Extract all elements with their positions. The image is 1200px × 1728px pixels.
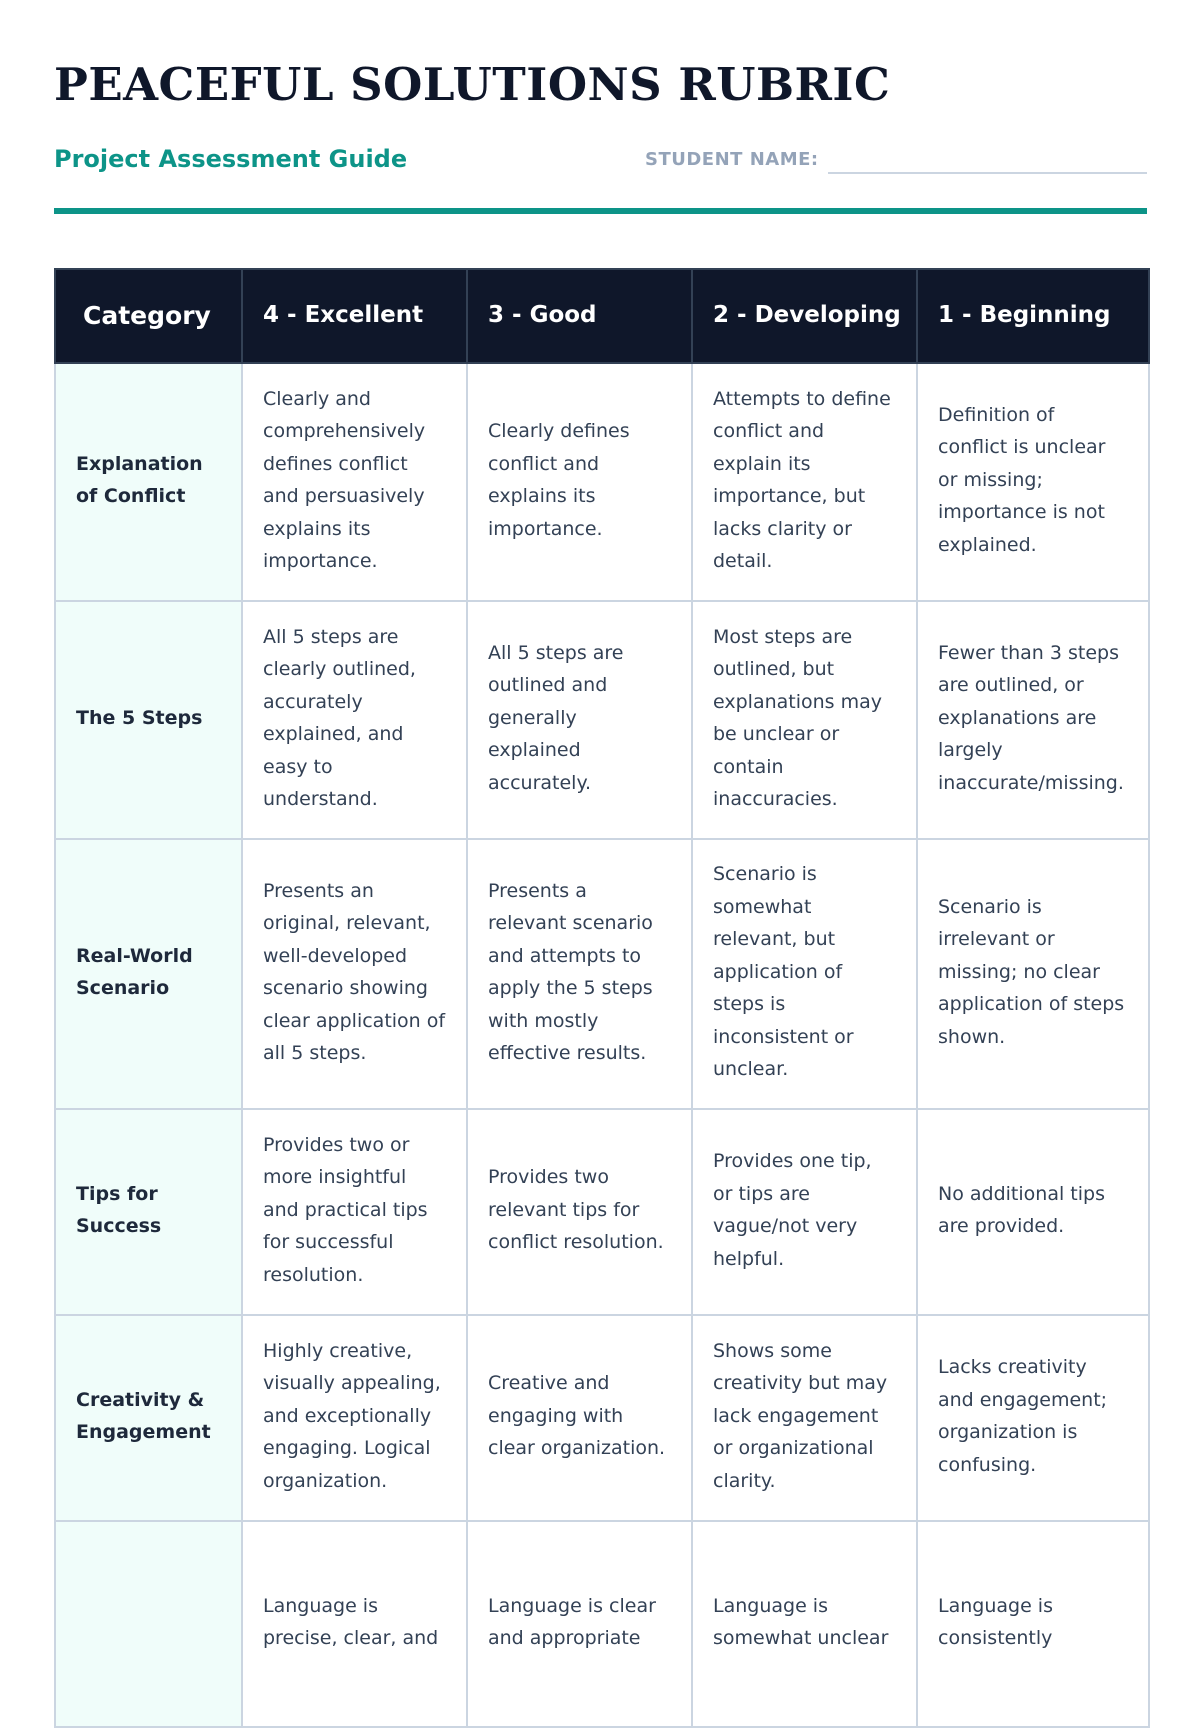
table-row xyxy=(55,601,1149,839)
column-header-beginning: 1 - Beginning xyxy=(917,269,1149,363)
category-cell: Creativity & Engagement xyxy=(55,1315,242,1521)
excellent-cell: All 5 steps are clearly outlined, accurately explained, and easy to understand. xyxy=(242,601,467,839)
column-header-developing: 2 - Developing xyxy=(692,269,917,363)
category-cell xyxy=(55,1521,242,1727)
table-row xyxy=(55,1315,1149,1521)
category-cell: Explanation of Conflict xyxy=(55,363,242,601)
beginning-cell: Lacks creativity and engagement; organization is confusing. xyxy=(917,1315,1149,1521)
developing-cell: Shows some creativity but may lack engagement or organizational clarity. xyxy=(692,1315,917,1521)
table-row xyxy=(55,363,1149,601)
student-name-field[interactable] xyxy=(828,172,1147,174)
category-cell: Tips for Success xyxy=(55,1109,242,1315)
column-header-category: Category xyxy=(55,269,242,363)
column-header-excellent: 4 - Excellent xyxy=(242,269,467,363)
good-cell: Creative and engaging with clear organization. xyxy=(467,1315,692,1521)
good-cell: All 5 steps are outlined and generally explained accurately. xyxy=(467,601,692,839)
category-cell: The 5 Steps xyxy=(55,601,242,839)
beginning-cell: No additional tips are provided. xyxy=(917,1109,1149,1315)
student-name-label: STUDENT NAME: xyxy=(645,149,819,170)
beginning-cell: Definition of conflict is unclear or missing; importance is not explained. xyxy=(917,363,1149,601)
developing-cell: Provides one tip, or tips are vague/not very helpful. xyxy=(692,1109,917,1315)
good-cell: Language is clear and appropriate xyxy=(467,1521,692,1727)
developing-cell: Most steps are outlined, but explanations may be unclear or contain inaccuracies. xyxy=(692,601,917,839)
beginning-cell: Language is consistently xyxy=(917,1521,1149,1727)
page-title: PEACEFUL SOLUTIONS RUBRIC xyxy=(54,58,891,111)
good-cell: Provides two relevant tips for conflict resolution. xyxy=(467,1109,692,1315)
table-row xyxy=(55,1521,1149,1727)
beginning-cell: Fewer than 3 steps are outlined, or explanations are largely inaccurate/missing. xyxy=(917,601,1149,839)
rubric-table xyxy=(54,268,1150,1728)
excellent-cell: Highly creative, visually appealing, and exceptionally engaging. Logical organization. xyxy=(242,1315,467,1521)
column-header-good: 3 - Good xyxy=(467,269,692,363)
developing-cell: Attempts to define conflict and explain its importance, but lacks clarity or detail. xyxy=(692,363,917,601)
table-row xyxy=(55,839,1149,1109)
developing-cell: Scenario is somewhat relevant, but application of steps is inconsistent or unclear. xyxy=(692,839,917,1109)
excellent-cell: Presents an original, relevant, well-developed scenario showing clear application of all 5 steps. xyxy=(242,839,467,1109)
header-divider xyxy=(54,208,1147,214)
good-cell: Presents a relevant scenario and attempts to apply the 5 steps with mostly effective results. xyxy=(467,839,692,1109)
page-subtitle: Project Assessment Guide xyxy=(54,145,408,173)
excellent-cell: Language is precise, clear, and xyxy=(242,1521,467,1727)
category-cell: Real-World Scenario xyxy=(55,839,242,1109)
developing-cell: Language is somewhat unclear xyxy=(692,1521,917,1727)
beginning-cell: Scenario is irrelevant or missing; no clear application of steps shown. xyxy=(917,839,1149,1109)
table-header-row xyxy=(55,269,1149,363)
excellent-cell: Provides two or more insightful and practical tips for successful resolution. xyxy=(242,1109,467,1315)
excellent-cell: Clearly and comprehensively defines conflict and persuasively explains its importance. xyxy=(242,363,467,601)
table-row xyxy=(55,1109,1149,1315)
good-cell: Clearly defines conflict and explains its importance. xyxy=(467,363,692,601)
